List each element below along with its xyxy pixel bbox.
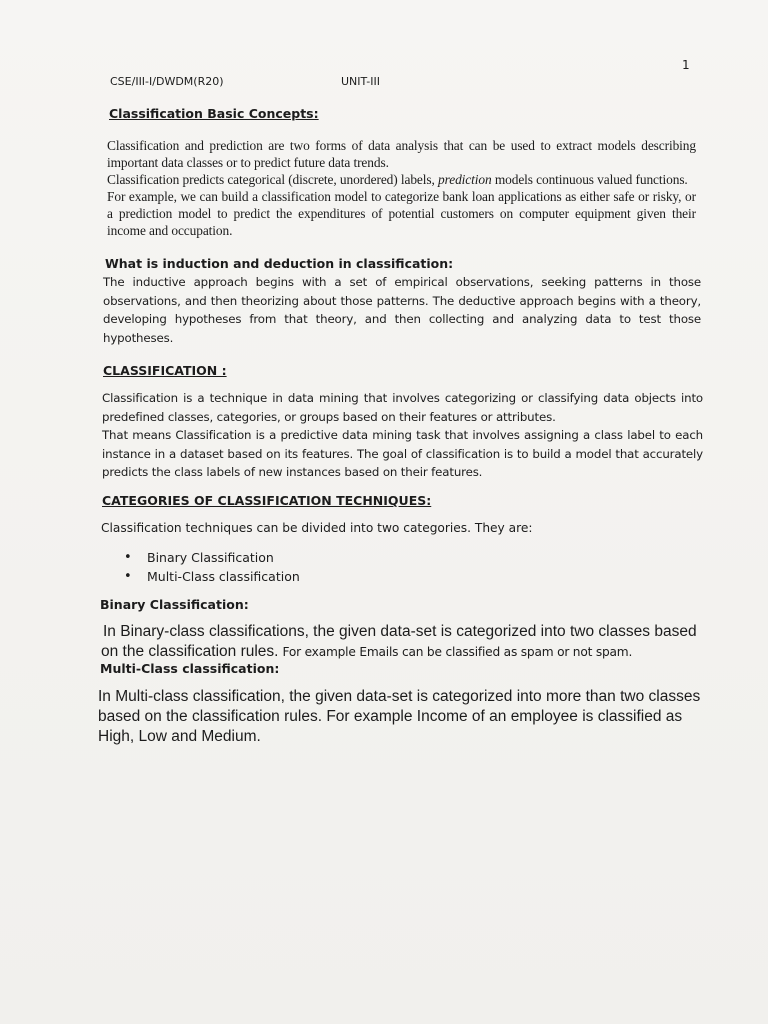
classification-p2: That means Classification is a predictive data mining task that involves assigning a class label to each instance in a dataset based on its features. The goal of classification is to build a model that accurately predicts the class labels of new instances based on their features. (102, 428, 703, 479)
multiclass-text: In Multi-class classification, the given data-set is categorized into more than two classes based on the classification rules. For example Income of an employee is classified as High, Low and Medium. (98, 688, 701, 745)
binary-heading: Binary Classification: (100, 597, 249, 612)
multiclass-section (98, 687, 716, 747)
basic-concepts-p3: For example, we can build a classification model to categorize bank loan applications as either safe or risky, or a prediction model to predict the expenditures of potential customers on computer equipment given their income and occupation. (107, 189, 696, 238)
classification-section (102, 389, 703, 482)
basic-concepts-p2-before: Classification predicts categorical (discrete, unordered) labels, (107, 172, 435, 187)
induction-section (103, 273, 701, 347)
binary-text (101, 622, 712, 662)
basic-concepts-section (107, 137, 696, 239)
basic-concepts-p2 (107, 171, 696, 188)
basic-concepts-p2-after: models continuous valued functions. (494, 172, 688, 187)
binary-text-main: In Binary-class classifications, the given data-set is categorized into two classes based on the classification rules. (101, 623, 697, 660)
categories-list (124, 548, 300, 586)
classification-heading: CLASSIFICATION : (103, 363, 227, 378)
classification-p1: Classification is a technique in data mining that involves categorizing or classifying data objects into predefined classes, categories, or groups based on their features or attributes. (102, 391, 703, 424)
list-item: • Multi-Class classification (124, 567, 300, 586)
basic-concepts-heading: Classification Basic Concepts: (109, 106, 319, 121)
course-code: CSE/III-I/DWDM(R20) (110, 75, 224, 88)
induction-text: The inductive approach begins with a set of empirical observations, seeking patterns in those observations, and then theorizing about those patterns. The deductive approach begins with a theory, developing hypotheses from that theory, and then collecting and analyzing data to test those hypotheses. (103, 275, 701, 345)
categories-heading: CATEGORIES OF CLASSIFICATION TECHNIQUES: (102, 493, 432, 508)
multiclass-heading: Multi-Class classification: (100, 661, 280, 676)
binary-text-example: For example Emails can be classified as spam or not spam. (282, 645, 633, 659)
categories-intro: Classification techniques can be divided into two categories. They are: (101, 521, 533, 535)
basic-concepts-p1: Classification and prediction are two forms of data analysis that can be used to extract models describing important data classes or to predict future data trends. (107, 138, 696, 170)
binary-section (101, 622, 712, 662)
induction-heading: What is induction and deduction in classification: (105, 256, 454, 271)
unit-label: UNIT-III (341, 75, 380, 88)
page-number: 1 (682, 58, 690, 72)
basic-concepts-p2-italic: prediction (438, 172, 492, 187)
list-item: • Binary Classification (124, 548, 300, 567)
